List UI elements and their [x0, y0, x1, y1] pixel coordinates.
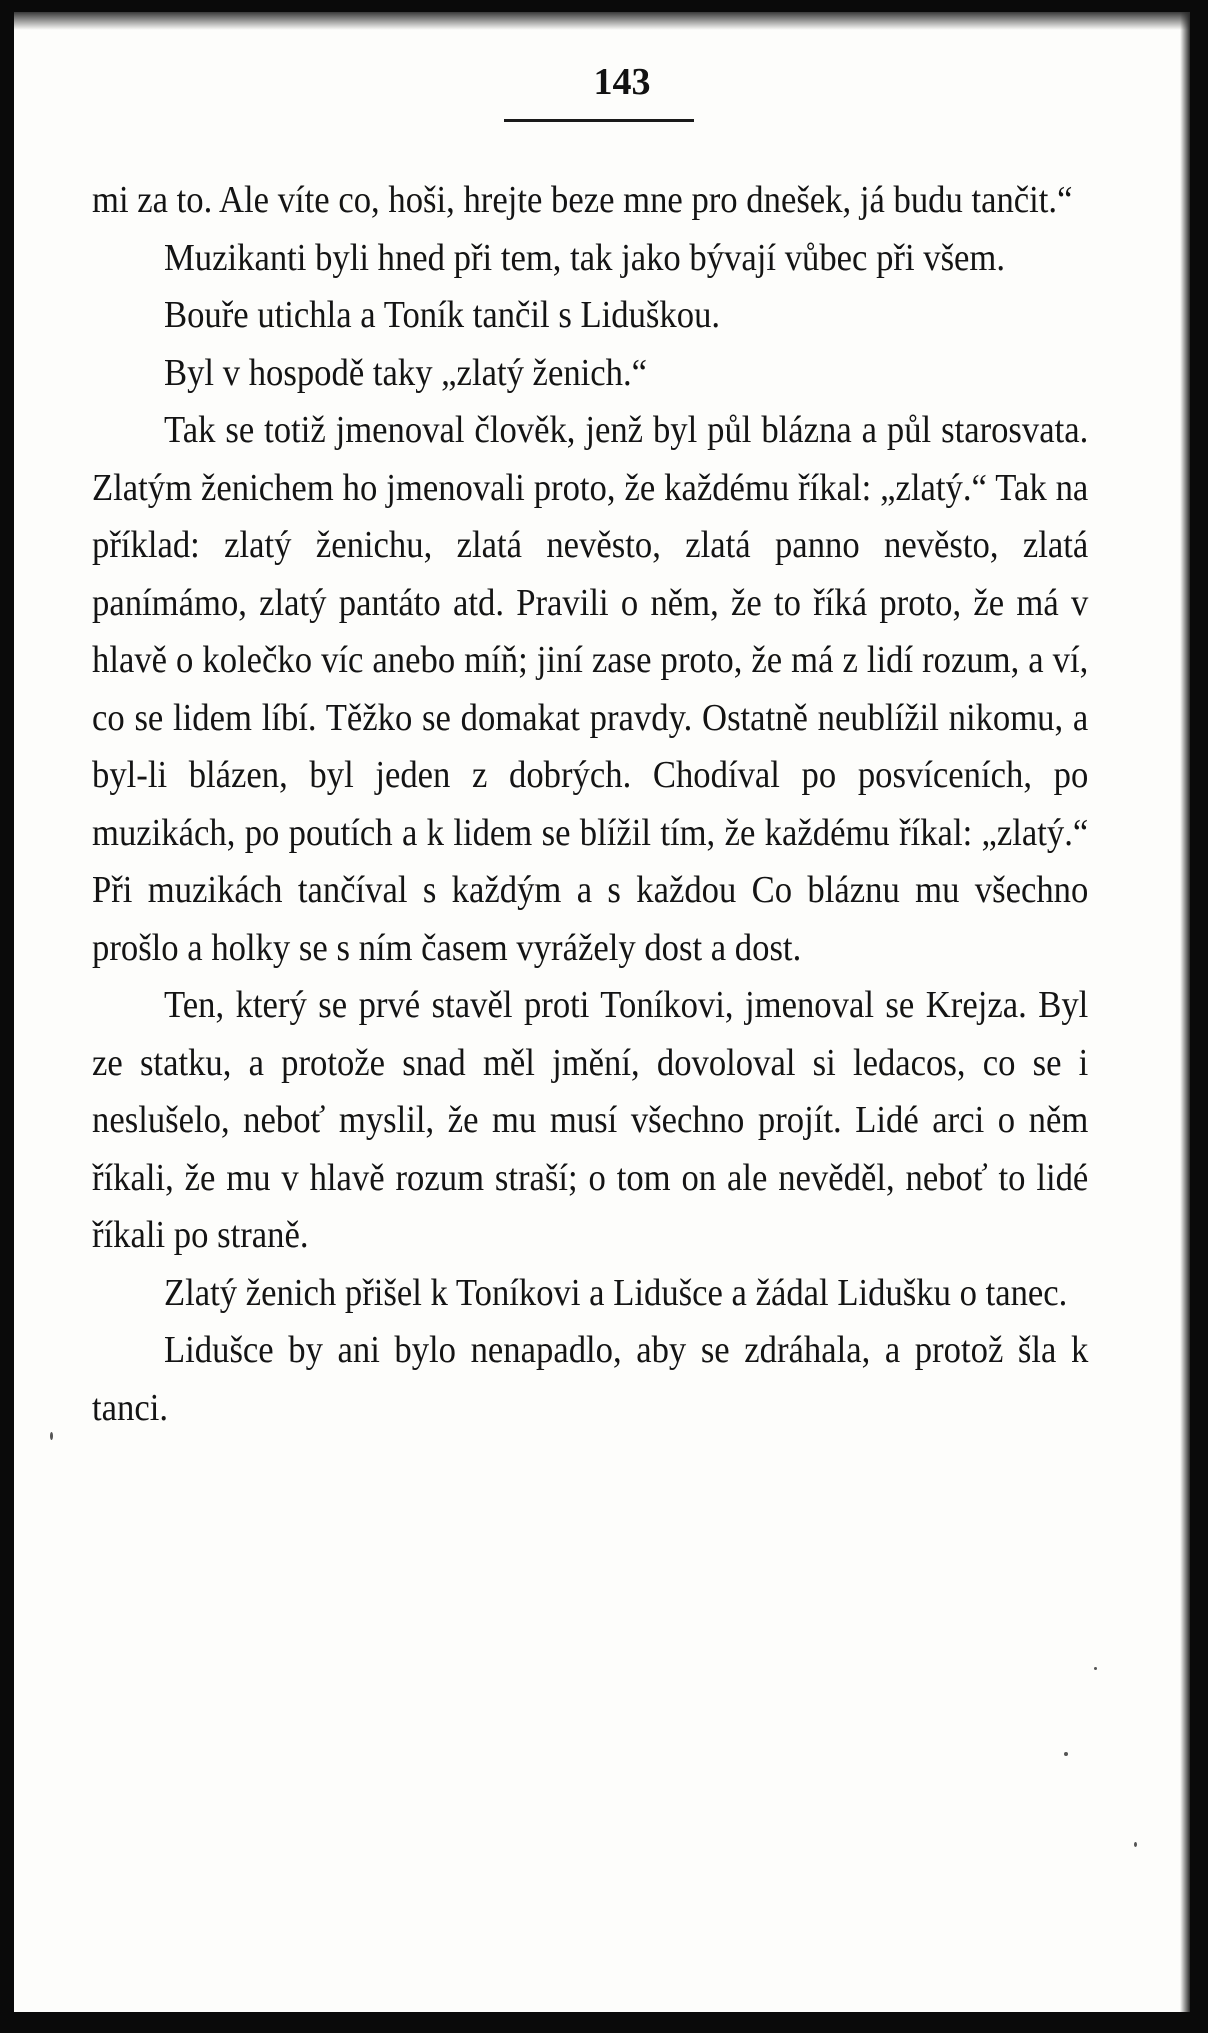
paragraph: Ten, který se prvé stavěl proti Toníkovi, jmenoval se Krejza. Byl ze statku, a protože snad měl jmění, dovoloval si ledacos, co se i neslušelo, neboť myslil, že mu musí všechno projít. Lidé arci o něm říkali, že mu v hlavě rozum straší; o tom on ale nevěděl, neboť to lidé říkali po straně.	[92, 984, 1089, 1256]
book-page	[14, 12, 1190, 2012]
page-number: 143	[593, 61, 651, 103]
page-binding-shadow	[1180, 12, 1190, 2012]
paragraph: Muzikanti byli hned při tem, tak jako bývají vůbec při všem.	[164, 236, 1006, 279]
body-text	[92, 172, 1088, 1437]
scan-speck	[50, 1432, 53, 1440]
scan-speck	[1094, 1667, 1097, 1670]
page-edge-shadow	[14, 12, 1190, 30]
paragraph: Byl v hospodě taky „zlatý ženich.“	[164, 351, 648, 394]
paragraph: mi za to. Ale víte co, hoši, hrejte beze mne pro dnešek, já budu tančit.“	[92, 179, 1073, 221]
page-number-rule	[504, 119, 694, 122]
paragraph: Lidušce by ani bylo nenapadlo, aby se zdráhala, a protož šla k tanci.	[92, 1329, 1089, 1429]
paragraph: Zlatý ženich přišel k Toníkovi a Lidušce a žádal Lidušku o tanec.	[164, 1271, 1068, 1314]
paragraph: Bouře utichla a Toník tančil s Liduškou.	[164, 294, 721, 336]
scan-speck	[1134, 1842, 1137, 1847]
paragraph: Tak se totiž jmenoval člověk, jenž byl půl blázna a půl starosvata. Zlatým ženichem ho jmenovali proto, že každému říkal: „zlatý.“ Tak na příklad: zlatý ženichu, zlatá nevěsto, zlatá panno nevěsto, zlatá panímámo, zlatý pantáto atd. Pravili o něm, že to říká proto, že má v hlavě o kolečko víc anebo míň; jiní zase proto, že má z lidí rozum, a ví, co se lidem líbí. Těžko se domakat pravdy. Ostatně neublížil nikomu, a byl-li blázen, byl jeden z dobrých. Chodíval po posvíceních, po muzikách, po poutích a k lidem se blížil tím, že každému říkal: „zlatý.“ Při muzikách tančíval s každým a s každou Co bláznu mu všechno prošlo a holky se s ním časem vyrážely dost a dost.	[92, 409, 1089, 969]
scan-speck	[1064, 1752, 1068, 1756]
